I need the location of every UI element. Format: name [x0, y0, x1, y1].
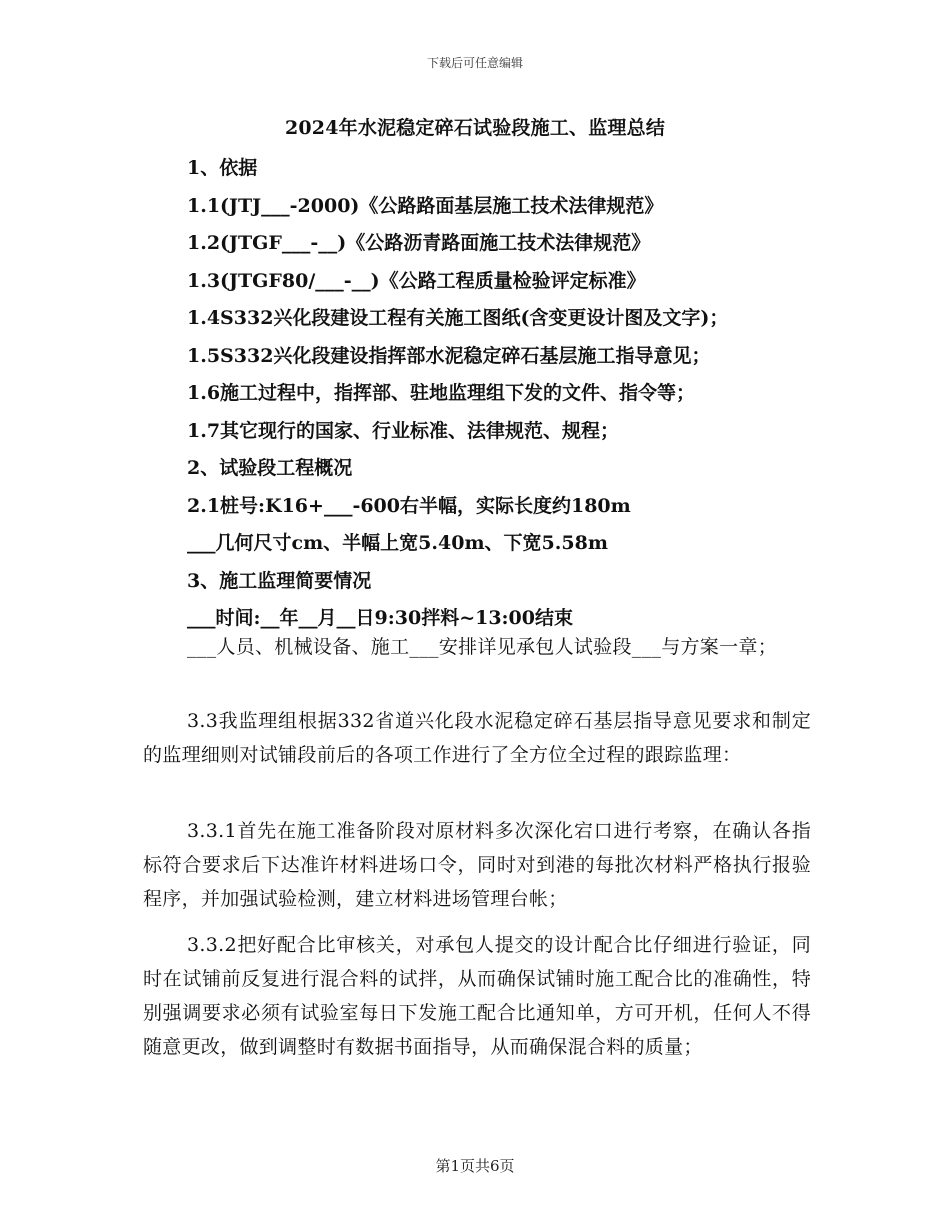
- basis-item: 1.1(JTJ___-2000)《公路路面基层施工技术法律规范》: [187, 194, 664, 217]
- section-heading-basis: 1、依据: [187, 157, 258, 179]
- paragraph: 3.3.1首先在施工准备阶段对原材料多次深化宕口进行考察，在确认各指标符合要求后下达准许材料进场口令，同时对到港的每批次材料严格执行报验程序，并加强试验检测，建立材料进场管理台帐；: [143, 820, 811, 910]
- paragraph: 3.3.2把好配合比审核关，对承包人提交的设计配合比仔细进行验证，同时在试铺前反复进行混合料的试拌，从而确保试铺时施工配合比的准确性，特别强调要求必须有试验室每日下发施工配合比通知单，方可开机，任何人不得随意更改，做到调整时有数据书面指导，从而确保混合料的质量；: [143, 934, 811, 1058]
- basis-item: 1.7其它现行的国家、行业标准、法律规范、规程；: [187, 419, 620, 442]
- basis-item: 1.2(JTGF___-__)《公路沥青路面施工技术法律规范》: [187, 232, 651, 254]
- header-note: 下载后可任意编辑: [426, 56, 523, 70]
- supervision-item: ___时间:__年__月__日9:30拌料~13:00结束: [187, 607, 574, 629]
- basis-item: 1.5S332兴化段建设指挥部水泥稳定碎石基层施工指导意见；: [187, 344, 711, 367]
- overview-item: 2.1桩号:K16+___-600右半幅，实际长度约180m: [187, 494, 631, 517]
- section-heading-supervision: 3、施工监理简要情况: [187, 569, 372, 592]
- basis-item: 1.4S332兴化段建设工程有关施工图纸(含变更设计图及文字)；: [187, 307, 729, 329]
- page-number: 第1页共6页: [435, 1157, 515, 1175]
- overview-item: ___几何尺寸cm、半幅上宽5.40m、下宽5.58m: [187, 532, 608, 554]
- heading-list: [187, 150, 827, 638]
- basis-item: 1.6施工过程中，指挥部、驻地监理组下发的文件、指令等；: [187, 382, 696, 404]
- paragraph: 3.3我监理组根据332省道兴化段水泥稳定碎石基层指导意见要求和制定的监理细则对试铺段前后的各项工作进行了全方位全过程的跟踪监理：: [143, 710, 811, 766]
- section-heading-overview: 2、试验段工程概况: [187, 457, 353, 479]
- document-title: 2024年水泥稳定碎石试验段施工、监理总结: [284, 117, 666, 139]
- basis-item: 1.3(JTGF80/___-__)《公路工程质量检验评定标准》: [187, 269, 646, 292]
- paragraph: ___人员、机械设备、施工___安排详见承包人试验段___与方案一章；: [187, 636, 778, 658]
